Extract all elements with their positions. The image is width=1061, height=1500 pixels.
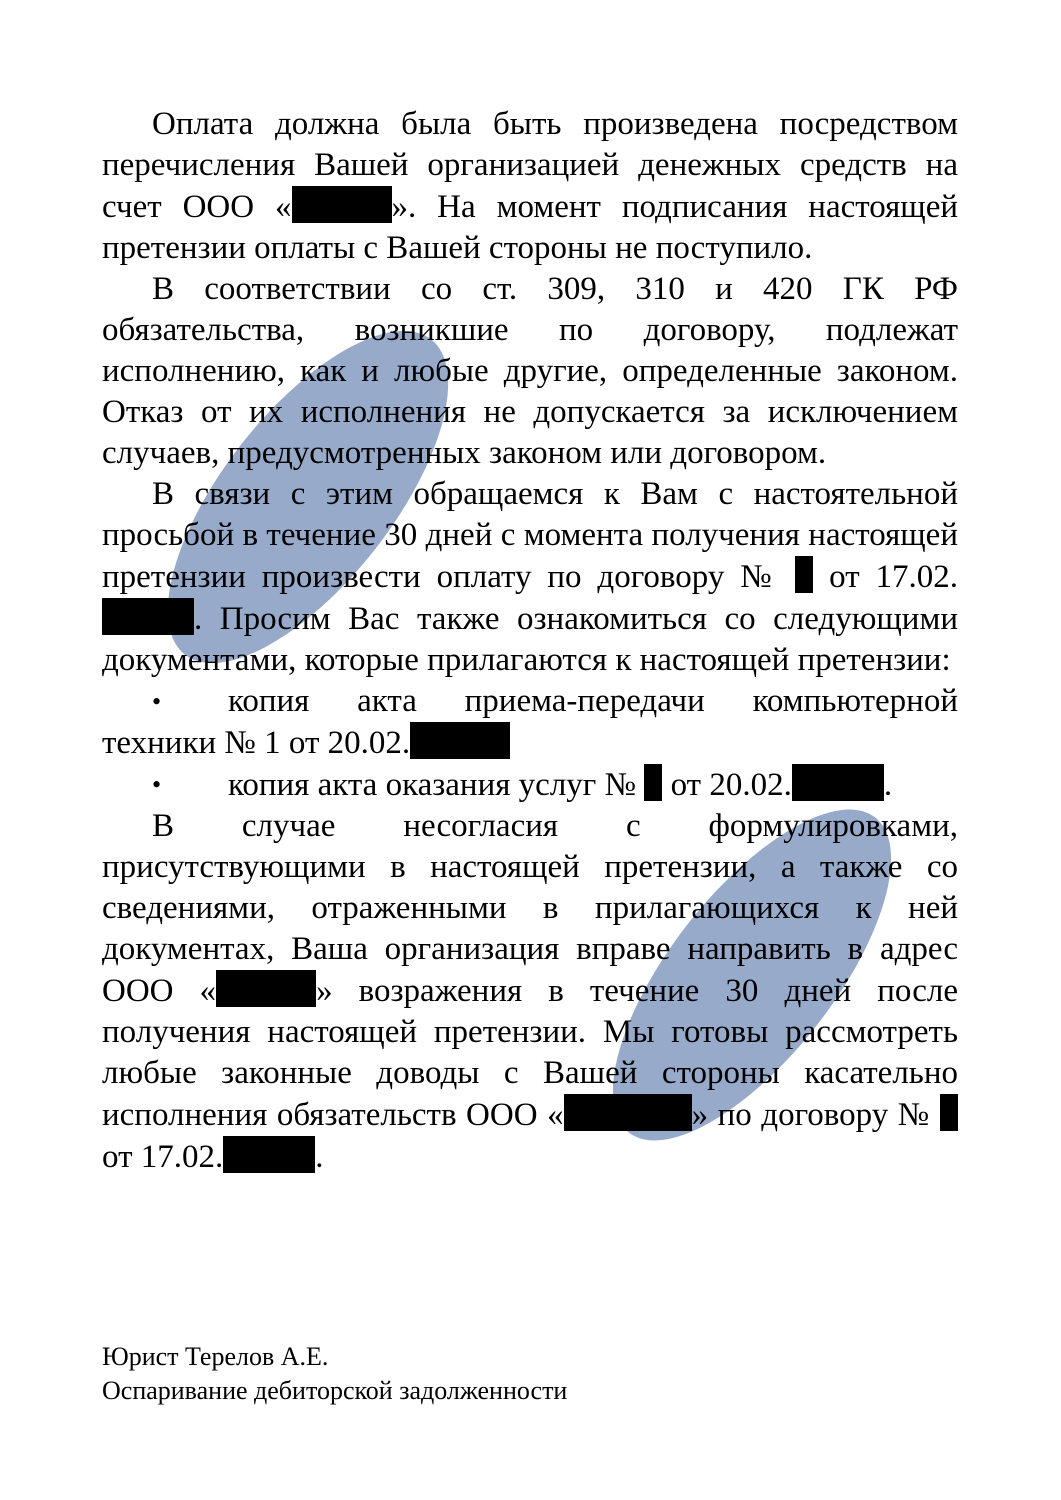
document-body (102, 104, 958, 1178)
paragraph: В случае несогласия с формулировками, присутствующими в настоящей претензии, а также со сведениями, отраженными в прилагающихся к ней документах, Ваша организация вправе направить в адрес ООО « » возражения в течение 30 дней после получения настоящей претензии. Мы готовы рассмотреть любые законные доводы с Вашей стороны касательно исполнения обязательств ООО « » по договору № от 17.02. . (102, 808, 959, 1175)
list-item: • копия акта приема-передачи компьютерной техники № 1 от 20.02. (102, 683, 958, 761)
bullet-icon: • (152, 687, 162, 716)
attachment-list (102, 681, 958, 806)
signature-block (102, 1340, 567, 1408)
bullet-icon: • (152, 770, 162, 799)
signature-subtitle: Оспаривание дебиторской задолженности (102, 1376, 568, 1405)
redaction-bar (644, 764, 662, 801)
redaction-bar (102, 598, 194, 635)
redaction-bar (216, 970, 316, 1007)
signature-name: Юрист Терелов А.Е. (102, 1342, 329, 1371)
redaction-bar (410, 722, 510, 759)
redaction-bar (940, 1094, 958, 1131)
redaction-bar (292, 186, 392, 223)
paragraph: Оплата должна была быть произведена посредством перечисления Вашей организацией денежных средств на счет ООО « ». На момент подписания настоящей претензии оплаты с Вашей стороны не поступило. (102, 106, 958, 266)
redaction-bar (792, 764, 884, 801)
paragraph: В связи с этим обращаемся к Вам с настоятельной просьбой в течение 30 дней с момента получения настоящей претензии произвести оплату по договору № от 17.02.. Просим Вас также ознакомиться со следующими документами, которые прилагаются к настоящей претензии: (102, 476, 959, 678)
redaction-bar (795, 556, 813, 593)
list-item: • копия акта оказания услуг № от 20.02. . (102, 764, 958, 806)
redaction-bar (223, 1136, 315, 1173)
paragraph: В соответствии со ст. 309, 310 и 420 ГК РФ обязательства, возникшие по договору, подлежат исполнению, как и любые другие, определенные законом. Отказ от их исполнения не допускается за исключением случаев, предусмотренных законом или договором. (102, 271, 958, 471)
redaction-bar (564, 1094, 692, 1131)
